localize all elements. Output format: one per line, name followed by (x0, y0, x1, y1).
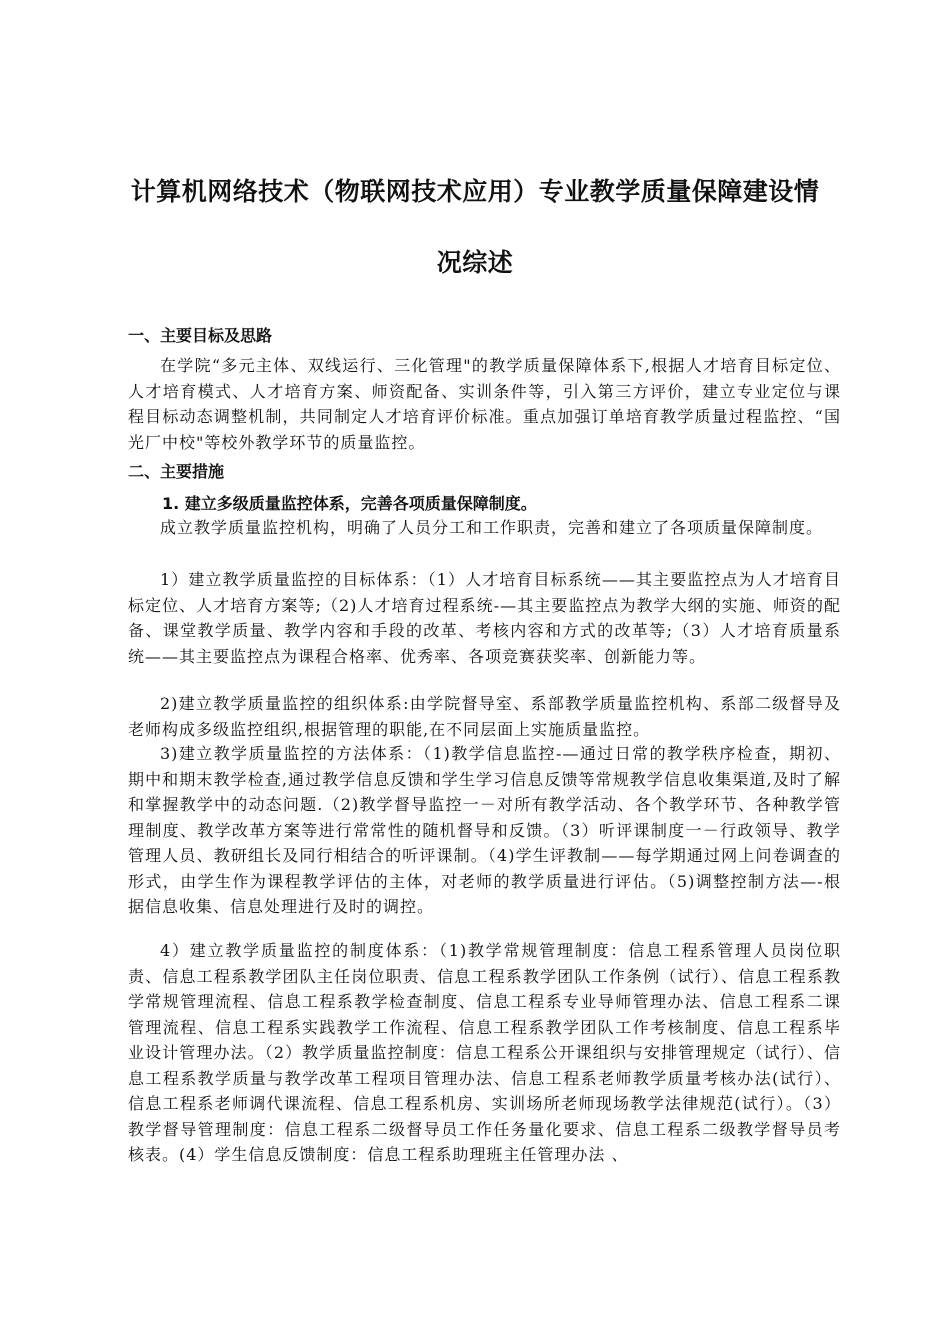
section-2-paragraph-3: 2)建立教学质量监控的组织体系:由学院督导室、系部教学质量监控机构、系部二级督导及老师构成多级监控组织,根据管理的职能,在不同层面上实施质量监控。 (128, 694, 841, 739)
section-2-heading: 二、主要措施 (128, 462, 225, 481)
section-2-paragraph-1: 成立教学质量监控机构，明确了人员分工和工作职责，完善和建立了各项质量保障制度。 (160, 518, 824, 537)
document-title-line-1: 计算机网络技术（物联网技术应用）专业教学质量保障建设情 (130, 177, 820, 206)
section-2-paragraph-5: 4）建立教学质量监控的制度体系：（1)教学常规管理制度：信息工程系管理人员岗位职责、信息工程系教学团队主任岗位职责、信息工程系教学团队工作条例（试行）、信息工程系教学常规管理流程、信息工程系教学检查制度、信息工程系专业导师管理办法、信息工程系二课管理流程、信息工程系实践教学工作流程、信息工程系教学团队工作考核制度、信息工程系毕业设计管理办法。（2）教学质量监控制度：信息工程系公开课组织与安排管理规定（试行）、信息工程系教学质量与教学改革工程项目管理办法、信息工程系老师教学质量考核办法(试行）、信息工程系老师调代课流程、信息工程系机房、实训场所老师现场教学法律规范(试行）。（3）教学督导管理制度：信息工程系二级督导员工作任务量化要求、信息工程系二级教学督导员考核表。(4）学生信息反馈制度：信息工程系助理班主任管理办法 、 (128, 941, 841, 1164)
section-1-heading: 一、主要目标及思路 (128, 326, 273, 345)
section-2-paragraph-4: 3)建立教学质量监控的方法体系：（1)教学信息监控-—通过日常的教学秩序检查，期初、期中和期末教学检查,通过教学信息反馈和学生学习信息反馈等常规教学信息收集渠道,及时了解和掌握教学中的动态问题.（2)教学督导监控一－对所有教学活动、各个教学环节、各种教学管理制度、教学改革方案等进行常常性的随机督导和反馈。（3）听评课制度一－行政领导、教学管理人员、教研组长及同行相结合的听评课制。（4)学生评教制——每学期通过网上问卷调查的形式，由学生作为课程教学评估的主体，对老师的教学质量进行评估。（5)调整控制方法—-根据信息收集、信息处理进行及时的调控。 (128, 744, 841, 916)
section-1-paragraph: 在学院“多元主体、双线运行、三化管理"的教学质量保障体系下,根据人才培育目标定位、人才培育模式、人才培育方案、师资配备、实训条件等，引入第三方评价，建立专业定位与课程目标动态调整机制，共同制定人才培育评价标准。重点加强订单培育教学质量过程监控、“国光厂中校"等校外教学环节的质量监控。 (128, 356, 841, 452)
section-2-paragraph-2: 1）建立教学质量监控的目标体系：（1）人才培育目标系统——其主要监控点为人才培育目标定位、人才培育方案等;（2)人才培育过程系统-—其主要监控点为教学大纲的实施、师资的配备、课堂教学质量、教学内容和手段的改革、考核内容和方式的改革等;（3）人才培育质量系统——其主要监控点为课程合格率、优秀率、各项竞赛获奖率、创新能力等。 (128, 570, 841, 666)
document-title-line-2: 况综述 (436, 248, 514, 277)
section-2-subheading: 1. 建立多级质量监控体系，完善各项质量保障制度。 (162, 494, 537, 513)
